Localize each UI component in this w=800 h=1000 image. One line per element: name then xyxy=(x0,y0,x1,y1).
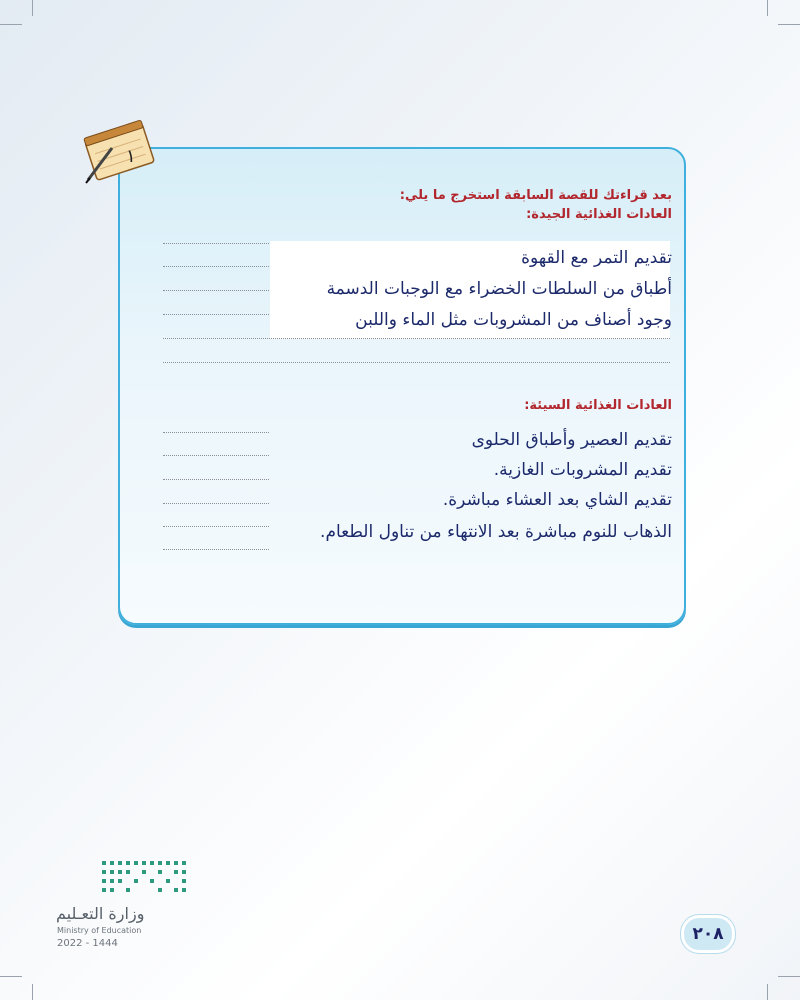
dotted-line xyxy=(163,526,269,527)
page-number: ٢٠٨ xyxy=(680,914,736,954)
dotted-line xyxy=(163,455,269,456)
good-habit-item: أطباق من السلطات الخضراء مع الوجبات الدسمة xyxy=(326,279,672,299)
good-habit-item: تقديم التمر مع القهوة xyxy=(521,248,672,268)
ministry-name-ar: وزارة التعـليم xyxy=(56,904,145,923)
crop-mark xyxy=(0,976,22,977)
dotted-line xyxy=(163,266,269,267)
bad-habit-item: تقديم المشروبات الغازية. xyxy=(493,460,672,480)
crop-mark xyxy=(767,0,768,16)
ministry-name-en: Ministry of Education xyxy=(57,926,142,935)
crop-mark xyxy=(32,0,33,16)
bad-habits-heading: العادات الغذائية السيئة: xyxy=(524,398,672,413)
crop-mark xyxy=(778,24,800,25)
dotted-line xyxy=(163,243,269,244)
dotted-line xyxy=(163,549,269,550)
dotted-line xyxy=(163,338,670,339)
instruction-text: بعد قراءتك للقصة السابقة استخرج ما يلي: xyxy=(399,188,672,203)
crop-mark xyxy=(778,976,800,977)
dotted-line xyxy=(163,479,269,480)
ministry-logo xyxy=(56,857,206,905)
crop-mark xyxy=(0,24,22,25)
notepad-icon xyxy=(78,118,163,188)
dotted-line xyxy=(163,290,269,291)
crop-mark xyxy=(32,984,33,1000)
good-habit-item: وجود أصناف من المشروبات مثل الماء واللبن xyxy=(355,310,672,330)
edition-year: 2022 - 1444 xyxy=(57,938,118,949)
dotted-line xyxy=(163,432,269,433)
dotted-line xyxy=(163,362,670,363)
good-habits-heading: العادات الغذائية الجيدة: xyxy=(526,207,672,222)
activity-number: ١ xyxy=(126,146,136,167)
bad-habit-item: تقديم الشاي بعد العشاء مباشرة. xyxy=(442,490,672,510)
crop-mark xyxy=(767,984,768,1000)
dotted-line xyxy=(163,314,269,315)
bad-habit-item: تقديم العصير وأطباق الحلوى xyxy=(471,430,672,450)
dotted-line xyxy=(163,503,269,504)
bad-habit-item: الذهاب للنوم مباشرة بعد الانتهاء من تناول الطعام. xyxy=(320,522,672,542)
